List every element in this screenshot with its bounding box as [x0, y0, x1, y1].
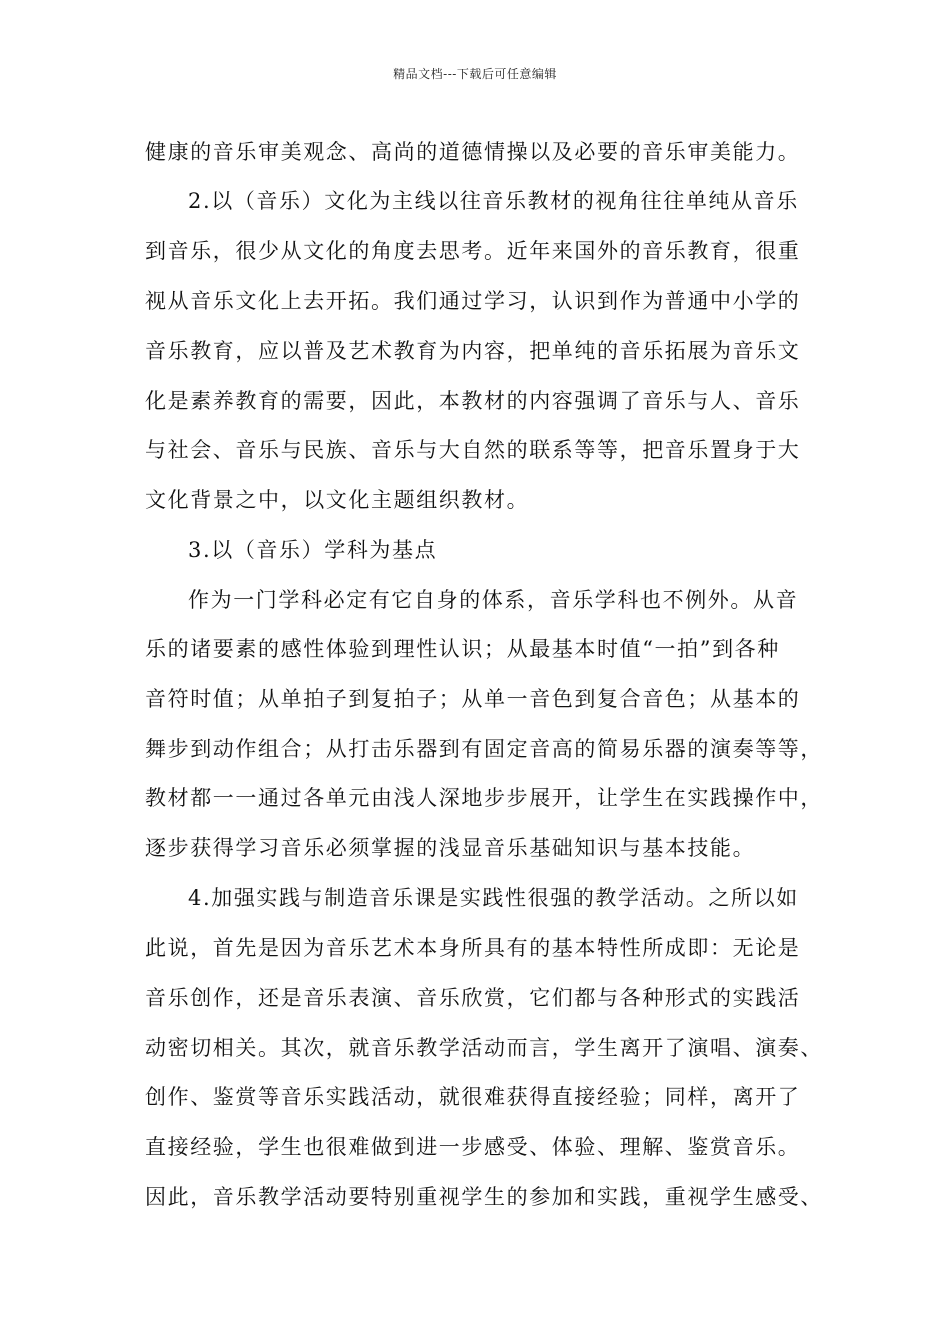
text-line: 健康的音乐审美观念、高尚的道德情操以及必要的音乐审美能力。	[145, 140, 801, 164]
text-line: 逐步获得学习音乐必须掌握的浅显音乐基础知识与基本技能。	[145, 836, 756, 860]
page-header: 精品文档---下载后可任意编辑	[393, 67, 557, 81]
text-line: 视从音乐文化上去开拓。我们通过学习，认识到作为普通中小学的	[145, 289, 801, 313]
text-line: 到音乐，很少从文化的角度去思考。近年来国外的音乐教育，很重	[145, 239, 801, 263]
text-line: 舞步到动作组合；从打击乐器到有固定音高的简易乐器的演奏等等，	[145, 737, 823, 761]
text-line: 音符时值；从单拍子到复拍子；从单一音色到复合音色；从基本的	[145, 687, 801, 711]
section-heading-3: 3.以（音乐）学科为基点	[188, 538, 438, 562]
text-line: 化是素养教育的需要，因此，本教材的内容强调了音乐与人、音乐	[145, 389, 801, 413]
text-line: 动密切相关。其次，就音乐教学活动而言，学生离开了演唱、演奏、	[145, 1036, 823, 1060]
text-line: 此说，首先是因为音乐艺术本身所具有的基本特性所成即：无论是	[145, 936, 801, 960]
text-line: 创作、鉴赏等音乐实践活动，就很难获得直接经验；同样，离开了	[145, 1085, 801, 1109]
text-line: 作为一门学科必定有它自身的体系，音乐学科也不例外。从音	[188, 588, 799, 612]
text-line: 音乐教育，应以普及艺术教育为内容，把单纯的音乐拓展为音乐文	[145, 339, 801, 363]
text-line: 因此，音乐教学活动要特别重视学生的参加和实践，重视学生感受、	[145, 1185, 823, 1209]
section-heading-2: 2.以（音乐）文化为主线以往音乐教材的视角往往单纯从音乐	[188, 189, 799, 213]
text-line: 教材都一一通过各单元由浅人深地步步展开，让学生在实践操作中，	[145, 786, 823, 810]
text-line: 与社会、音乐与民族、音乐与大自然的联系等等，把音乐置身于大	[145, 438, 801, 462]
section-heading-4: 4.加强实践与制造音乐课是实践性很强的教学活动。之所以如	[188, 886, 799, 910]
text-line: 音乐创作，还是音乐表演、音乐欣赏，它们都与各种形式的实践活	[145, 986, 801, 1010]
text-line: 直接经验，学生也很难做到进一步感受、体验、理解、鉴赏音乐。	[145, 1135, 801, 1159]
text-line: 乐的诸要素的感性体验到理性认识；从最基本时值“一拍”到各种	[145, 637, 780, 661]
text-line: 文化背景之中，以文化主题组织教材。	[145, 488, 530, 512]
